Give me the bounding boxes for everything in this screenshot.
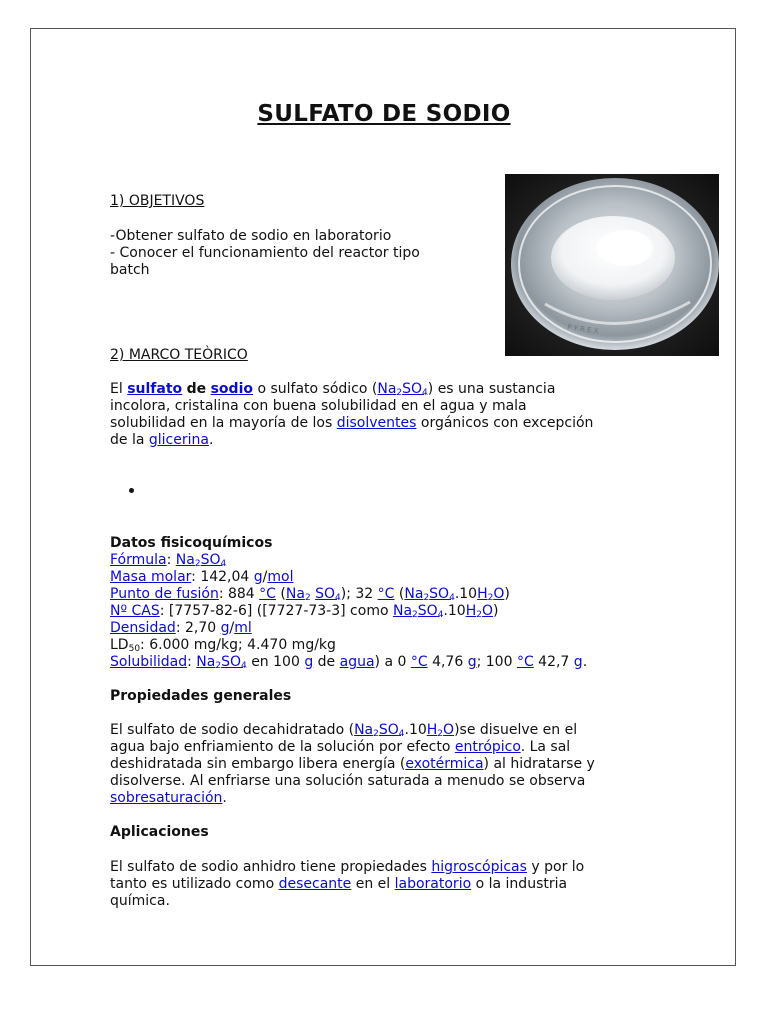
link-desecante[interactable]: desecante [278,876,352,892]
marco-paragraph-line-4: de la glicerina. [110,432,214,448]
link-h2o-prop[interactable]: $H_2O$ [426,722,455,739]
link-higroscopicas[interactable]: higroscópicas [431,859,527,875]
link-mol[interactable]: mol [267,569,294,585]
link-na2so4-sol[interactable]: $Na_2SO_4$ [196,654,247,671]
aplicaciones-heading: Aplicaciones [110,824,209,840]
propiedades-heading: Propiedades generales [110,688,292,704]
link-g-sol-2[interactable]: g [467,654,477,670]
link-na2so4[interactable]: $Na_2SO_4$ [404,586,455,603]
datos-punto-fusion: Punto de fusión: 884 °C ($Na_2$ $SO_4$); 32 °C $(Na_2SO_4.10H_2O)$ [110,586,510,603]
datos-ld50: $LD_{50}$: 6.000 mg/kg; 4.470 mg/kg [110,637,336,654]
link-degc-sol[interactable]: °C [410,654,428,670]
document-title: SULFATO DE SODIO [257,101,511,127]
propiedades-line-2: agua bajo enfriamiento de la solución por efecto entrópico. La sal [110,739,571,755]
datos-formula: Fórmula: $Na_2SO_4$ [110,552,227,569]
text-el: El [110,381,123,397]
link-na-2[interactable]: $Na_2$ [285,586,311,603]
link-sobresaturacion[interactable]: sobresaturación [110,790,223,806]
marco-heading: 2) MARCO TEÒRICO [110,347,248,363]
link-degc-sol-2[interactable]: °C [516,654,534,670]
objetivo-line-2: - Conocer el funcionamiento del reactor tipo [110,245,420,261]
propiedades-line-3: deshidratada sin embargo libera energía (exotérmica) al hidratarse y [110,756,595,772]
link-g-sol[interactable]: g [304,654,314,670]
link-degc[interactable]: °C [259,586,276,602]
datos-masa-molar: Masa molar: 142,04 g/mol [110,569,294,585]
link-glicerina[interactable]: glicerina [148,432,209,448]
text-sulfato-sodico: o sulfato sódico ( [257,381,378,397]
datos-cas: Nº CAS: [7757-82-6] ([7727-73-3] como $Na_2SO_4.10H_2O$) [110,603,499,620]
link-disolventes[interactable]: disolventes [336,415,417,431]
link-agua[interactable]: agua [339,654,375,670]
link-formula-value[interactable]: $Na_2SO_4$ [175,552,227,569]
marco-paragraph-line-2: incolora, cristalina con buena solubilidad en el agua y mala [110,398,527,414]
link-g[interactable]: g [253,569,263,585]
marco-paragraph-line-3: solubilidad en la mayoría de los disolventes orgánicos con excepción [110,415,594,431]
datos-solubilidad: Solubilidad: $Na_2SO_4$ en 100 g de agua) a 0 °C 4,76 g; 100 °C 42,7 g. [110,654,588,671]
aplicaciones-line-2: tanto es utilizado como desecante en el laboratorio o la industria [110,876,568,892]
text-de: de [186,381,207,397]
link-exotermica[interactable]: exotérmica [405,756,484,772]
datos-heading: Datos fisicoquímicos [110,535,273,551]
objetivos-heading: 1) OBJETIVOS [110,193,205,209]
link-laboratorio[interactable]: laboratorio [394,876,472,892]
link-punto-fusion[interactable]: Punto de fusión [110,586,219,602]
link-cas[interactable]: Nº CAS [110,603,160,619]
link-na[interactable]: $Na_2SO_4$ [377,381,428,398]
link-degc-2[interactable]: °C [377,586,395,602]
link-entropico[interactable]: entrópico [454,739,521,755]
svg-text:P Y R E X: P Y R E X [566,323,600,336]
marco-paragraph-line-1 [110,381,555,398]
link-h2o-cas[interactable]: $H_2O$ [465,603,493,620]
link-na2so4-cas[interactable]: $Na_2SO_4$ [392,603,444,620]
propiedades-line-1: El sulfato de sodio decahidratado $(Na_2SO_4.10H_2O)se$ disuelve en el [110,722,578,739]
link-densidad[interactable]: Densidad [110,620,176,636]
link-g-sol-3[interactable]: g [573,654,583,670]
aplicaciones-line-1: El sulfato de sodio anhidro tiene propiedades higroscópicas y por lo [110,859,585,875]
propiedades-line-5: sobresaturación. [110,790,227,806]
propiedades-line-4: disolverse. Al enfriarse una solución saturada a menudo se observa [110,773,586,789]
link-masa-molar[interactable]: Masa molar [110,569,192,585]
link-so4[interactable]: $SO_4$ [315,586,341,603]
aplicaciones-line-3: química. [110,893,170,909]
sodium-sulfate-photo [505,174,719,356]
link-formula[interactable]: Fórmula [110,552,167,568]
objetivo-line-3: batch [110,262,150,278]
link-solubilidad[interactable]: Solubilidad [110,654,188,670]
link-h2o[interactable]: $H_2O$ [477,586,505,603]
link-g-densidad[interactable]: g [220,620,230,636]
text-es-sustancia: ) es una sustancia [427,381,556,397]
objetivo-line-1: -Obtener sulfato de sodio en laboratorio [110,228,392,244]
link-sodio[interactable]: sodio [210,381,253,397]
link-ml[interactable]: ml [234,620,252,636]
link-sulfato[interactable]: sulfato [127,381,183,397]
bullet-point [129,488,134,493]
link-na2so4-prop[interactable]: $Na_2SO_4$ [354,722,405,739]
datos-densidad: Densidad: 2,70 g/ml [110,620,252,636]
